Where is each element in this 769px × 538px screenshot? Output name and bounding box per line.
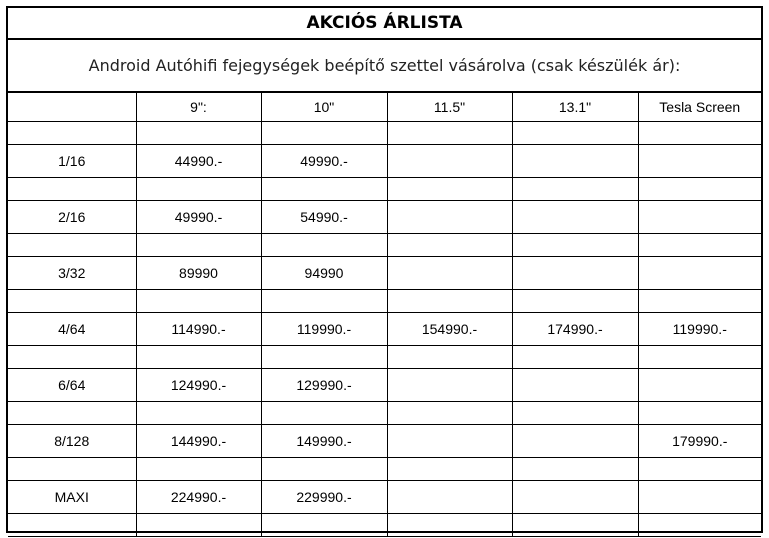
price-list-title: AKCIÓS ÁRLISTA xyxy=(8,8,761,40)
table-row xyxy=(8,145,761,178)
spacer-cell xyxy=(512,234,638,257)
table-row xyxy=(8,425,761,458)
table-row xyxy=(8,369,761,402)
price-cell: 129990.- xyxy=(261,369,387,402)
spacer-cell xyxy=(136,458,261,481)
spacer-cell xyxy=(136,346,261,369)
row-label: 2/16 xyxy=(8,201,136,234)
price-cell xyxy=(638,369,761,402)
spacer-cell xyxy=(136,514,261,537)
spacer-cell xyxy=(512,346,638,369)
spacer-cell xyxy=(387,514,512,537)
spacer-cell xyxy=(638,346,761,369)
table-row xyxy=(8,201,761,234)
spacer-cell xyxy=(8,290,136,313)
price-cell xyxy=(387,201,512,234)
spacer-row xyxy=(8,122,761,145)
spacer-cell xyxy=(8,178,136,201)
table-row xyxy=(8,313,761,346)
row-label: MAXI xyxy=(8,481,136,514)
price-cell xyxy=(387,481,512,514)
spacer-cell xyxy=(261,122,387,145)
spacer-cell xyxy=(512,514,638,537)
spacer-cell xyxy=(638,234,761,257)
price-cell xyxy=(512,425,638,458)
spacer-row xyxy=(8,514,761,537)
price-cell xyxy=(512,369,638,402)
price-cell xyxy=(512,257,638,290)
spacer-cell xyxy=(387,122,512,145)
price-cell xyxy=(512,145,638,178)
spacer-cell xyxy=(8,402,136,425)
spacer-cell xyxy=(638,122,761,145)
price-cell xyxy=(387,369,512,402)
spacer-row xyxy=(8,234,761,257)
spacer-cell xyxy=(8,122,136,145)
spacer-row xyxy=(8,402,761,425)
spacer-cell xyxy=(387,402,512,425)
row-label: 8/128 xyxy=(8,425,136,458)
price-cell xyxy=(387,425,512,458)
price-cell: 44990.- xyxy=(136,145,261,178)
corner-cell xyxy=(8,93,136,122)
spacer-cell xyxy=(8,346,136,369)
column-header: 11.5" xyxy=(387,93,512,122)
price-cell xyxy=(638,145,761,178)
row-label: 3/32 xyxy=(8,257,136,290)
table-row xyxy=(8,481,761,514)
price-cell xyxy=(638,257,761,290)
price-cell: 124990.- xyxy=(136,369,261,402)
spacer-cell xyxy=(8,458,136,481)
price-cell xyxy=(512,481,638,514)
spacer-cell xyxy=(638,402,761,425)
row-label: 6/64 xyxy=(8,369,136,402)
spacer-cell xyxy=(261,234,387,257)
price-list-sheet xyxy=(6,6,763,533)
spacer-cell xyxy=(261,458,387,481)
row-label: 4/64 xyxy=(8,313,136,346)
price-cell: 154990.- xyxy=(387,313,512,346)
table-header-row xyxy=(8,93,761,122)
price-cell: 89990 xyxy=(136,257,261,290)
spacer-cell xyxy=(261,514,387,537)
price-list-subtitle: Android Autóhifi fejegységek beépítő szettel vásárolva (csak készülék ár): xyxy=(8,40,761,93)
spacer-cell xyxy=(387,178,512,201)
spacer-cell xyxy=(512,458,638,481)
column-header: 13.1" xyxy=(512,93,638,122)
spacer-row xyxy=(8,346,761,369)
price-cell: 224990.- xyxy=(136,481,261,514)
price-cell xyxy=(512,201,638,234)
price-table xyxy=(8,93,761,537)
row-label: 1/16 xyxy=(8,145,136,178)
column-header: 9": xyxy=(136,93,261,122)
column-header: 10" xyxy=(261,93,387,122)
price-cell: 149990.- xyxy=(261,425,387,458)
price-cell: 119990.- xyxy=(261,313,387,346)
price-cell: 179990.- xyxy=(638,425,761,458)
spacer-cell xyxy=(638,514,761,537)
price-cell xyxy=(638,201,761,234)
spacer-cell xyxy=(387,458,512,481)
column-header: Tesla Screen xyxy=(638,93,761,122)
spacer-cell xyxy=(261,290,387,313)
spacer-cell xyxy=(136,402,261,425)
spacer-cell xyxy=(638,458,761,481)
spacer-cell xyxy=(136,290,261,313)
spacer-cell xyxy=(512,290,638,313)
spacer-cell xyxy=(387,346,512,369)
price-cell: 49990.- xyxy=(136,201,261,234)
spacer-cell xyxy=(261,402,387,425)
spacer-cell xyxy=(512,178,638,201)
spacer-row xyxy=(8,178,761,201)
spacer-cell xyxy=(136,122,261,145)
spacer-cell xyxy=(638,178,761,201)
spacer-row xyxy=(8,290,761,313)
spacer-cell xyxy=(136,234,261,257)
spacer-cell xyxy=(261,178,387,201)
spacer-row xyxy=(8,458,761,481)
price-cell: 119990.- xyxy=(638,313,761,346)
price-cell xyxy=(638,481,761,514)
spacer-cell xyxy=(512,402,638,425)
spacer-cell xyxy=(8,234,136,257)
spacer-cell xyxy=(261,346,387,369)
price-cell: 174990.- xyxy=(512,313,638,346)
spacer-cell xyxy=(387,290,512,313)
price-cell xyxy=(387,257,512,290)
spacer-cell xyxy=(8,514,136,537)
price-cell: 114990.- xyxy=(136,313,261,346)
price-cell: 144990.- xyxy=(136,425,261,458)
price-cell xyxy=(387,145,512,178)
spacer-cell xyxy=(387,234,512,257)
price-cell: 49990.- xyxy=(261,145,387,178)
spacer-cell xyxy=(512,122,638,145)
spacer-cell xyxy=(136,178,261,201)
price-cell: 94990 xyxy=(261,257,387,290)
spacer-cell xyxy=(638,290,761,313)
price-cell: 54990.- xyxy=(261,201,387,234)
price-cell: 229990.- xyxy=(261,481,387,514)
table-row xyxy=(8,257,761,290)
